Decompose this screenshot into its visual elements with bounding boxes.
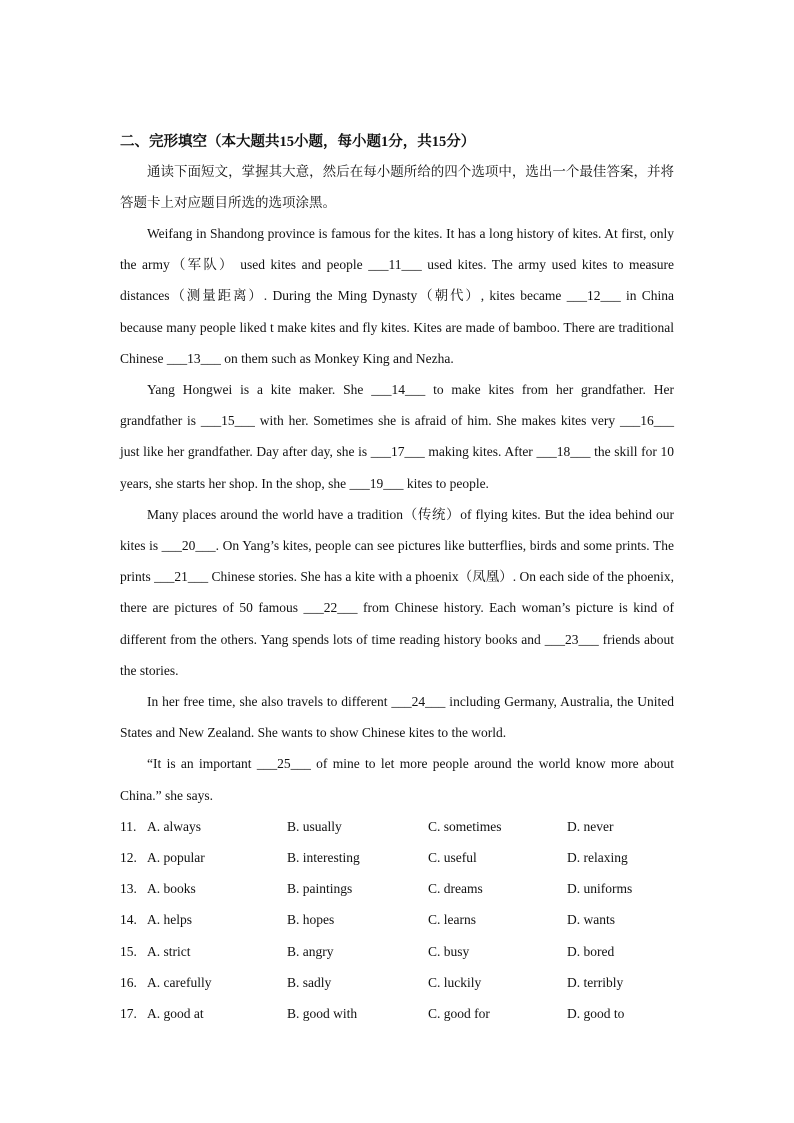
- question-number: 11.: [120, 818, 137, 834]
- option-c: C. dreams: [428, 881, 483, 897]
- question-row: [120, 842, 674, 873]
- option-b: B. interesting: [287, 850, 360, 866]
- option-a: A. good at: [147, 1005, 204, 1021]
- option-d: D. good to: [567, 1005, 625, 1021]
- question-row: [120, 967, 674, 998]
- question-row: [120, 811, 674, 842]
- option-c: C. luckily: [428, 974, 482, 990]
- option-c: C. good for: [428, 1005, 490, 1021]
- option-b: B. good with: [287, 1005, 358, 1021]
- option-b: B. hopes: [287, 912, 335, 928]
- option-a: A. helps: [147, 912, 192, 928]
- passage-paragraph-3: Many places around the world have a tradition（传统）of flying kites. But the idea behind our kites is ___20___. On Yang’s kites, people can see pictures like butterflies, birds and some prints. The prints ___21___ Chinese stories. She has a kite with a phoenix（凤凰）. On each side of the phoenix, there are pictures of 50 famous ___22___ from Chinese history. Each woman’s picture is kind of different from the others. Yang spends lots of time reading history books and ___23___ friends about the stories.: [120, 506, 674, 678]
- option-a: A. carefully: [147, 974, 212, 990]
- section-instructions: 通读下面短文，掌握其大意，然后在每小题所给的四个选项中，选出一个最佳答案，并将答题卡上对应题目所选的选项涂黑。: [120, 164, 674, 210]
- option-b: B. sadly: [287, 974, 332, 990]
- question-number: 17.: [120, 1005, 137, 1021]
- passage-paragraph-2: Yang Hongwei is a kite maker. She ___14___ to make kites from her grandfather. Her grandfather is ___15___ with her. Sometimes she is afraid of him. She makes kites very ___16___ just like her grandfather. Day after day, she is ___17___ making kites. After ___18___ the skill for 10 years, she starts her shop. In the shop, she ___19___ kites to people.: [120, 382, 674, 491]
- question-row: [120, 998, 674, 1029]
- question-number: 16.: [120, 974, 137, 990]
- option-b: B. paintings: [287, 881, 353, 897]
- question-options: [120, 811, 674, 1029]
- option-b: B. usually: [287, 818, 342, 834]
- option-a: A. popular: [147, 850, 205, 866]
- option-a: A. books: [147, 881, 196, 897]
- question-row: [120, 904, 674, 935]
- option-d: D. never: [567, 818, 614, 834]
- option-c: C. sometimes: [428, 818, 502, 834]
- exam-page: [120, 128, 674, 1029]
- option-b: B. angry: [287, 943, 334, 959]
- option-a: A. strict: [147, 943, 191, 959]
- question-number: 15.: [120, 943, 137, 959]
- question-number: 13.: [120, 881, 137, 897]
- option-d: D. uniforms: [567, 881, 633, 897]
- option-d: D. bored: [567, 943, 615, 959]
- passage-paragraph-4: In her free time, she also travels to different ___24___ including Germany, Australia, the United States and New Zealand. She wants to show Chinese kites to the world.: [120, 694, 674, 741]
- option-c: C. learns: [428, 912, 476, 928]
- passage-paragraph-5: “It is an important ___25___ of mine to let more people around the world know more about China.” she says.: [120, 756, 674, 803]
- question-number: 14.: [120, 912, 137, 928]
- option-d: D. terribly: [567, 974, 624, 990]
- option-c: C. busy: [428, 943, 470, 959]
- option-c: C. useful: [428, 850, 477, 866]
- option-d: D. wants: [567, 912, 615, 928]
- question-row: [120, 873, 674, 904]
- option-d: D. relaxing: [567, 850, 628, 866]
- question-number: 12.: [120, 850, 137, 866]
- section-heading: 二、完形填空（本大题共15小题，每小题1分，共15分）: [120, 134, 476, 150]
- passage-paragraph-1: Weifang in Shandong province is famous for the kites. It has a long history of kites. At first, only the army（军队） used kites and people ___11___ used kites. The army used kites to measure distances（测量距离）. During the Ming Dynasty（朝代）, kites became ___12___ in China because many people liked t make kites and fly kites. Kites are made of bamboo. There are traditional Chinese ___13___ on them such as Monkey King and Nezha.: [120, 226, 674, 366]
- option-a: A. always: [147, 818, 201, 834]
- question-row: [120, 936, 674, 967]
